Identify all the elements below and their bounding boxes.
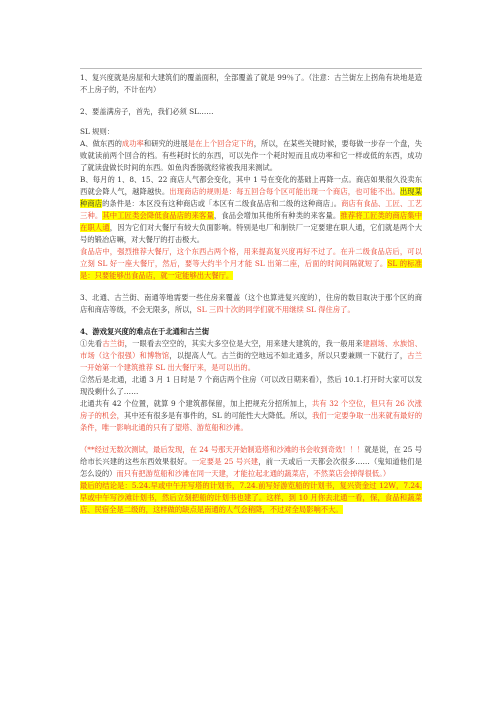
section-4-text-1: ①先看 [80,339,103,348]
rule-b-highlight-3: 商店有食品、工匠、工艺三种。 [80,199,423,220]
section-4-highlight-5: 我们一定要争取一出来就有最好的条件，唯一影响北通的只有了望塔、游览船和沙滩。 [80,411,423,432]
paragraph-5 [80,444,422,516]
section-4-highlight-2: 建剧场、水族馆、市场（这个很强）和博物馆 [80,339,423,360]
note-highlight-2: 一定要是 25 号兴建 [191,457,259,466]
rule-b-text-4: ，因为它们对大餐厅有较大负面影响。特别是电厂和制铁厂一定要建在职人通，它们就是两个大号的锻冶店嘛，对大餐厅的打击极大。 [80,223,423,244]
header-rule [80,68,422,69]
paragraph-1 [80,72,422,96]
paragraph-3 [80,292,422,316]
rule-b-highlight-5: 推荐将工匠类的商店集中在职人通 [80,211,423,232]
rule-a-highlight-1: 成功率 [121,139,144,148]
rule-a-text-1: A、做东西的 [80,139,122,148]
paragraph-2 [80,106,422,118]
rule-b-highlight-4: 其中工匠类会降低食品店的来客量 [102,211,214,220]
section-4-text-6: 其中还有很多是有事件的，SL 的可能性大大降低。所以， [123,411,313,420]
paragraph-2-text: 2、要盖满房子，首先，我们必须 SL…… [80,107,214,116]
note-highlight-3: 而只有把游览船和沙滩在同一天建，才能拉起北通的蔬菜店，不然菜店会掉得很低。） [116,469,391,478]
section-4-text-2: ，一眼看去空空的，其实大多空位是大空，用来建大建筑的，我一般用来 [124,339,363,348]
paragraph-3-highlight: SL 三四十次的同学们就不用继续 SL 得住房了。 [196,305,355,314]
conclusion-highlight: 最后的结论是：5.24.早或中午开写塔的计划书，7.24.前写好游览船的计划书，复兴资金过 12W，7.24.早或中午写沙滩计划书，然后立刻把船的计划书也建了。这样，到 10 月你去北通一看，保，食品和蔬菜店、民宿全是二级的，这样做的缺点是南通的人气会稍降，不过对全局影响不大。 [80,481,422,514]
paragraph-3-text: 3、北通、古兰街、南通等地需要一些住房来覆盖（这个也算进复兴度的），住房的数目取决于那个区的商店和商店等级，不会无限多，所以， [80,293,422,314]
rule-a-text-2: 和研究的进展 [143,139,188,148]
paragraph-4 [80,326,422,434]
paragraph-rules [80,126,422,282]
rule-a-text-3: ，所以，在某些关键时候，要每做一步存一个盘，失败就读前两个回合的档。有些耗时长的东西，可以先作一个耗时短而且成功率和它一样或低的东西，成功了就读盘做长时间的东西。如鱼肉香肠就经常被我用来测试。 [80,139,423,172]
rule-b-highlight-8: SL 的标准是：只要能够出食品店，就一定能够出大餐厅。 [80,259,422,280]
paragraph-1-text: 1、复兴度就是房屋和大建筑们的覆盖面积，全部覆盖了就是 99％了。（注意：古兰街左上拐角有块地是造不上房子的，不计在内） [80,73,422,94]
note-text-3: ，前一天或后一天都会次很多……（鬼知道他们是怎么设的） [80,457,422,478]
rule-b-highlight-6: 食品店中，强烈推荐大餐厅，这个东西占两个格，用来提高复兴度再好不过了。 [80,247,341,256]
section-4-text-4: ②然后是北通，北通 3 月 1 日时是 7 个商店两个住房（可以改日期来看），然后 10.1.打开时大家可以发现没剩什么了…… [80,375,422,396]
rule-b-highlight-1: 出现商店的规则是：每五回合每个区可能出现一个商店，也可能不出。 [169,187,400,196]
document-page [80,68,422,516]
section-4-heading: 4、游戏复兴度的难点在于北通和古兰街 [80,327,210,336]
section-4-highlight-1: 古兰街 [102,339,125,348]
rule-b-text-1: B、每月的 1、8、15、22 商店人气都会变化，其中 1 号在变化的基础上再降一点。商店如果很久没卖东西就会降人气，越降越快。 [80,175,422,196]
rule-a-highlight-2: 是在上个回合定下的 [187,139,254,148]
rule-b-text-3: ，食品会增加其他所有种类的来客量。 [213,211,341,220]
rules-title: SL 规则： [80,127,115,136]
rule-b-highlight-7: 在升二级食品店后，可以立刻 SL 好一座大餐厅，然后，要等大约半个月才能 SL 出第二座，后面的时间间隔就短了。 [80,247,423,268]
section-4-highlight-4: 共有 32 个空位，但只有 26 次涨房子的机会， [80,399,422,420]
note-text-1: （**经过无数次测试，最后发现， [80,445,190,454]
rule-b-highlight-2: 出现某种商店 [80,187,423,208]
section-4-text-5: 北通共有 42 个位置，就算 9 个建筑都保留，加上把规充分招所加上， [80,399,312,408]
note-highlight-1: 在 24 号那天开始制造塔和沙滩的书会收到奇效！！！ [189,445,365,454]
note-text-2: 就是说，在 25 号给市长兴建的这些东西效果很好。 [80,445,422,466]
section-4-text-3: ，以提高人气。古兰街的空地远不如北通多，所以只要兼顾一下就行了， [169,351,408,360]
rule-b-text-2: 的条件是：本区没有这种商店或「本区有二级食品店和二级的这种商店」。 [102,199,342,208]
section-4-highlight-3: 古兰一开始第一个建筑推荐 SL 出大餐厅来，是可以出的。 [80,351,423,372]
